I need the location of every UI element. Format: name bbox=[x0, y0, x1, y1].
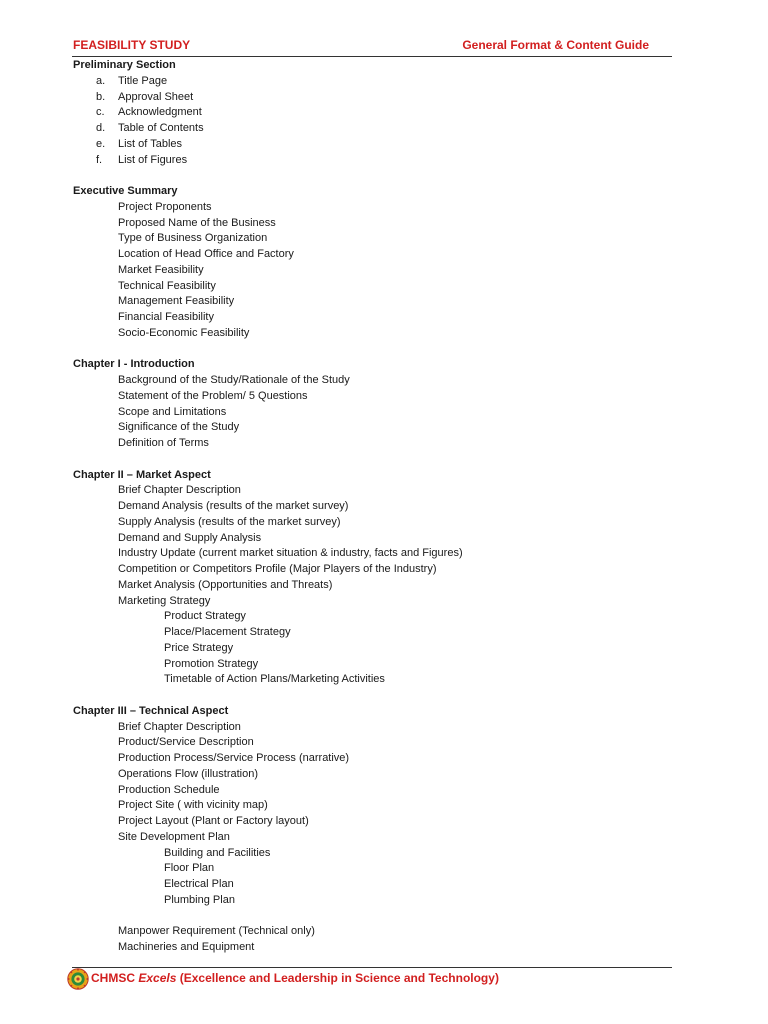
list-item bbox=[73, 515, 693, 531]
list-item-text: Type of Business Organization bbox=[118, 232, 268, 245]
list-item bbox=[73, 326, 693, 342]
list-item bbox=[73, 200, 693, 216]
list-marker: f. bbox=[96, 153, 103, 166]
list-item-text: Competition or Competitors Profile (Major Players of the Industry) bbox=[118, 563, 437, 575]
list-item-text: Definition of Terms bbox=[118, 437, 209, 449]
lettered-list-item bbox=[73, 153, 693, 169]
list-item bbox=[73, 310, 693, 326]
sub-list-item: Place/Placement Strategy bbox=[164, 626, 291, 638]
list-item bbox=[73, 751, 693, 767]
list-item-text: Project Proponents bbox=[118, 200, 212, 213]
section-heading: Chapter II – Market Aspect bbox=[73, 468, 211, 481]
header-divider bbox=[72, 56, 672, 57]
section bbox=[73, 184, 693, 342]
list-item-text: Market Analysis (Opportunities and Threats) bbox=[118, 578, 333, 591]
section bbox=[73, 468, 693, 689]
list-item bbox=[73, 420, 693, 436]
list-item bbox=[73, 594, 693, 610]
list-item bbox=[73, 720, 693, 736]
list-item-text: Marketing Strategy bbox=[118, 594, 211, 607]
list-item-text: Manpower Requirement (Technical only) bbox=[118, 925, 315, 938]
section-heading: Preliminary Section bbox=[73, 59, 176, 71]
list-item-text: Brief Chapter Description bbox=[118, 720, 241, 733]
footer-org: CHMSC bbox=[91, 971, 135, 985]
school-seal-icon bbox=[67, 968, 89, 990]
sub-list-item: Product Strategy bbox=[164, 610, 246, 623]
list-item bbox=[73, 830, 693, 846]
list-item-text: Scope and Limitations bbox=[118, 405, 227, 418]
list-item-text: Approval Sheet bbox=[118, 90, 194, 103]
list-item bbox=[73, 436, 693, 452]
list-item-text: Demand Analysis (results of the market survey) bbox=[118, 500, 349, 512]
list-item-text: Project Site ( with vicinity map) bbox=[118, 799, 268, 812]
document-outline bbox=[73, 58, 693, 956]
sub-list-item: Timetable of Action Plans/Marketing Activities bbox=[164, 673, 385, 686]
list-item bbox=[73, 294, 693, 310]
list-item bbox=[73, 389, 693, 405]
list-item-text: Financial Feasibility bbox=[118, 311, 214, 323]
sub-list-item: Promotion Strategy bbox=[164, 657, 259, 670]
list-item-text: Machineries and Equipment bbox=[118, 941, 255, 953]
list-item bbox=[73, 531, 693, 547]
list-marker: b. bbox=[96, 90, 106, 103]
list-item bbox=[73, 735, 693, 751]
lettered-list-item bbox=[73, 105, 693, 121]
list-item-text: Technical Feasibility bbox=[118, 279, 216, 292]
list-item bbox=[73, 499, 693, 515]
list-marker: a. bbox=[96, 74, 106, 87]
list-item-text: Industry Update (current market situation & industry, facts and Figures) bbox=[118, 547, 463, 560]
list-item-text: Table of Contents bbox=[118, 122, 204, 134]
list-item bbox=[73, 798, 693, 814]
list-item-text: Proposed Name of the Business bbox=[118, 216, 276, 229]
list-item bbox=[73, 924, 693, 940]
list-marker: d. bbox=[96, 122, 106, 134]
lettered-list-item bbox=[73, 137, 693, 153]
sub-list-item: Building and Facilities bbox=[164, 846, 271, 859]
list-item-text: Demand and Supply Analysis bbox=[118, 531, 262, 544]
list-item bbox=[73, 405, 693, 421]
list-marker: c. bbox=[96, 106, 105, 119]
lettered-list-item bbox=[73, 90, 693, 106]
list-item-text: Production Process/Service Process (narrative) bbox=[118, 752, 350, 764]
list-item-text: Acknowledgment bbox=[118, 106, 202, 119]
blank-line bbox=[73, 909, 693, 925]
footer-motto-text: (Excellence and Leadership in Science and Technology) bbox=[179, 971, 499, 985]
section-heading: Executive Summary bbox=[73, 185, 178, 197]
list-item bbox=[73, 814, 693, 830]
header-subtitle: General Format & Content Guide bbox=[462, 38, 649, 52]
section-heading: Chapter I - Introduction bbox=[73, 358, 195, 371]
list-item bbox=[73, 578, 693, 594]
list-item-text: Socio-Economic Feasibility bbox=[118, 326, 250, 339]
list-item bbox=[73, 940, 693, 956]
list-item-text: Operations Flow (illustration) bbox=[118, 767, 258, 780]
list-item bbox=[73, 562, 693, 578]
list-item bbox=[73, 483, 693, 499]
list-item-text: Site Development Plan bbox=[118, 830, 230, 843]
list-item-text: Production Schedule bbox=[118, 783, 220, 796]
sub-list-item: Floor Plan bbox=[164, 862, 215, 875]
list-item bbox=[73, 247, 693, 263]
footer-motto-word: Excels bbox=[138, 971, 177, 985]
sub-list-item: Plumbing Plan bbox=[164, 893, 235, 906]
footer-divider bbox=[72, 967, 672, 968]
list-marker: e. bbox=[96, 137, 106, 150]
lettered-list-item bbox=[73, 74, 693, 90]
list-item-text: Background of the Study/Rationale of the Study bbox=[118, 374, 350, 386]
list-item-text: Location of Head Office and Factory bbox=[118, 248, 294, 260]
section bbox=[73, 58, 693, 168]
list-item-text: Management Feasibility bbox=[118, 295, 235, 308]
section bbox=[73, 704, 693, 956]
list-item-text: List of Figures bbox=[118, 153, 188, 166]
list-item-text: List of Tables bbox=[118, 137, 183, 150]
footer-motto bbox=[91, 971, 499, 985]
section bbox=[73, 357, 693, 452]
header-title: FEASIBILITY STUDY bbox=[73, 38, 191, 52]
list-item bbox=[73, 231, 693, 247]
sub-list-item: Electrical Plan bbox=[164, 878, 234, 890]
list-item bbox=[73, 783, 693, 799]
list-item bbox=[73, 279, 693, 295]
list-item-text: Product/Service Description bbox=[118, 736, 254, 749]
list-item-text: Statement of the Problem/ 5 Questions bbox=[118, 389, 308, 402]
list-item-text: Title Page bbox=[118, 74, 168, 87]
list-item bbox=[73, 546, 693, 562]
list-item bbox=[73, 767, 693, 783]
list-item-text: Project Layout (Plant or Factory layout) bbox=[118, 815, 309, 827]
list-item-text: Significance of the Study bbox=[118, 421, 240, 434]
lettered-list-item bbox=[73, 121, 693, 137]
list-item-text: Supply Analysis (results of the market survey) bbox=[118, 515, 341, 528]
list-item bbox=[73, 216, 693, 232]
list-item bbox=[73, 263, 693, 279]
section-heading: Chapter III – Technical Aspect bbox=[73, 704, 229, 717]
list-item-text: Market Feasibility bbox=[118, 263, 204, 276]
list-item-text: Brief Chapter Description bbox=[118, 484, 241, 497]
list-item bbox=[73, 373, 693, 389]
sub-list-item: Price Strategy bbox=[164, 641, 234, 654]
